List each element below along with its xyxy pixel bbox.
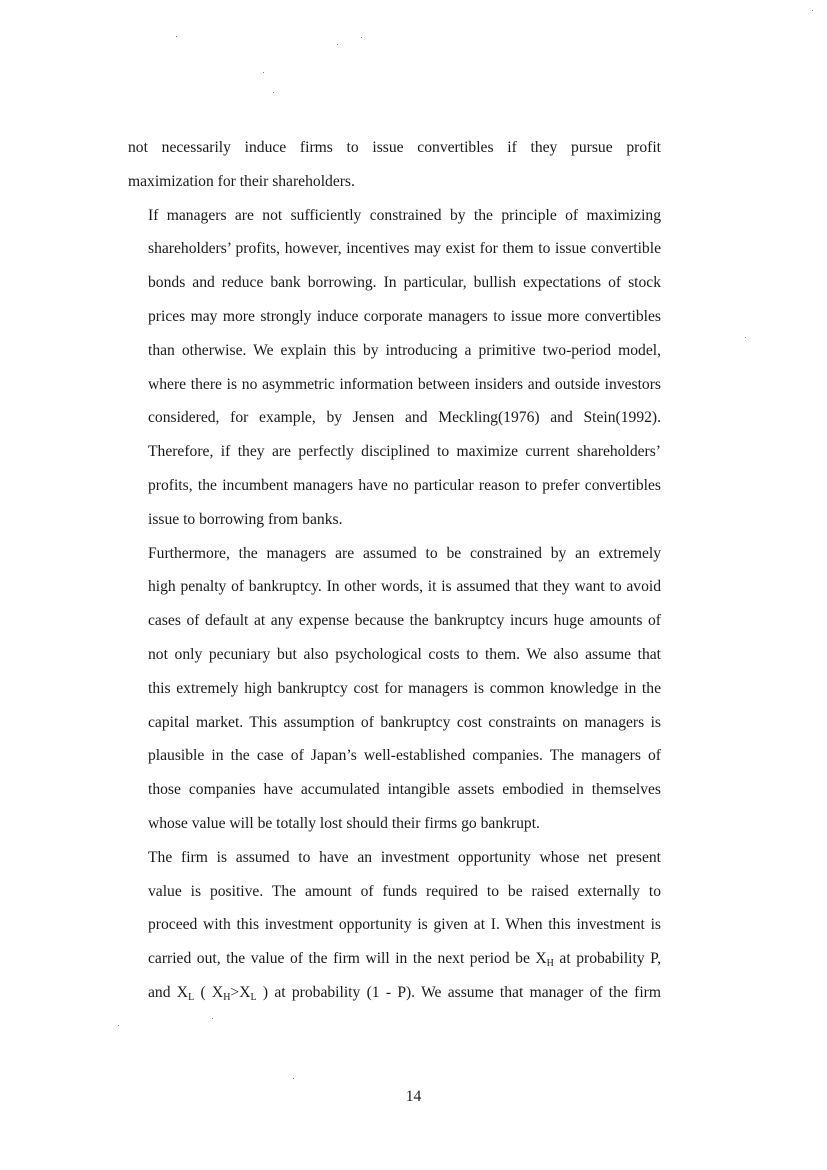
text-line: Therefore, if they are perfectly disciplined to maximize current shareholders’ <box>148 443 661 461</box>
scan-speck <box>337 44 338 45</box>
scan-speck <box>361 37 362 38</box>
text-line: value is positive. The amount of funds required to be raised externally to <box>148 882 661 900</box>
scan-speck <box>293 1078 294 1079</box>
scan-speck <box>176 36 177 37</box>
text-line: those companies have accumulated intangible assets embodied in themselves <box>148 781 661 799</box>
text-line: plausible in the case of Japan’s well-established companies. The managers of <box>148 747 661 765</box>
text-line: maximization for their shareholders. <box>128 172 355 190</box>
text-line: Furthermore, the managers are assumed to be constrained by an extremely <box>148 544 661 562</box>
text-line: than otherwise. We explain this by introducing a primitive two-period model, <box>148 341 661 359</box>
subscript: L <box>250 991 257 1003</box>
text-line: The firm is assumed to have an investment opportunity whose net present <box>148 848 661 866</box>
body-text <box>128 131 661 1010</box>
paragraph-3 <box>128 537 661 841</box>
text-line-xl <box>128 976 661 1010</box>
scan-speck <box>745 337 746 338</box>
paragraph-1 <box>128 131 661 199</box>
text-line: bonds and reduce bank borrowing. In particular, bullish expectations of stock <box>148 274 661 292</box>
text-fragment: ) at probability (1 - P). We assume that manager of the firm <box>256 983 661 1001</box>
text-fragment: carried out, the value of the firm will in the next period be X <box>148 950 547 968</box>
text-line: considered, for example, by Jensen and Meckling(1976) and Stein(1992). <box>148 409 661 427</box>
text-fragment: ( X <box>194 983 224 1001</box>
subscript: H <box>546 958 554 970</box>
text-line: capital market. This assumption of bankruptcy cost constraints on managers is <box>148 713 661 731</box>
text-line-xh <box>128 942 661 976</box>
text-line: whose value will be totally lost should their firms go bankrupt. <box>148 814 540 832</box>
text-line: not necessarily induce firms to issue convertibles if they pursue profit <box>128 139 661 156</box>
scan-speck <box>212 1018 213 1019</box>
text-line: issue to borrowing from banks. <box>148 510 343 528</box>
text-line: shareholders’ profits, however, incentives may exist for them to issue convertible <box>148 240 661 258</box>
text-line: profits, the incumbent managers have no particular reason to prefer convertibles <box>148 476 661 494</box>
page-number: 14 <box>405 1088 422 1105</box>
text-fragment: at probability P, <box>553 950 661 968</box>
text-line: not only pecuniary but also psychological costs to them. We also assume that <box>148 645 661 663</box>
scan-speck <box>273 92 274 93</box>
paragraph-2 <box>128 199 661 537</box>
scan-speck <box>812 10 813 11</box>
scan-speck <box>263 72 264 73</box>
text-line: If managers are not sufficiently constrained by the principle of maximizing <box>148 206 661 224</box>
text-line: this extremely high bankruptcy cost for managers is common knowledge in the <box>148 679 661 697</box>
subscript: H <box>223 991 231 1003</box>
subscript: L <box>188 991 195 1003</box>
text-line: cases of default at any expense because the bankruptcy incurs huge amounts of <box>148 612 661 630</box>
text-line: proceed with this investment opportunity is given at I. When this investment is <box>148 916 661 934</box>
text-line: where there is no asymmetric information between insiders and outside investors <box>148 375 661 393</box>
text-fragment: >X <box>230 983 251 1001</box>
text-line: prices may more strongly induce corporate managers to issue more convertibles <box>148 307 661 325</box>
text-line: high penalty of bankruptcy. In other words, it is assumed that they want to avoid <box>148 578 661 596</box>
scan-speck <box>118 1025 119 1026</box>
text-fragment: and X <box>148 983 189 1001</box>
paragraph-4 <box>128 841 661 1010</box>
